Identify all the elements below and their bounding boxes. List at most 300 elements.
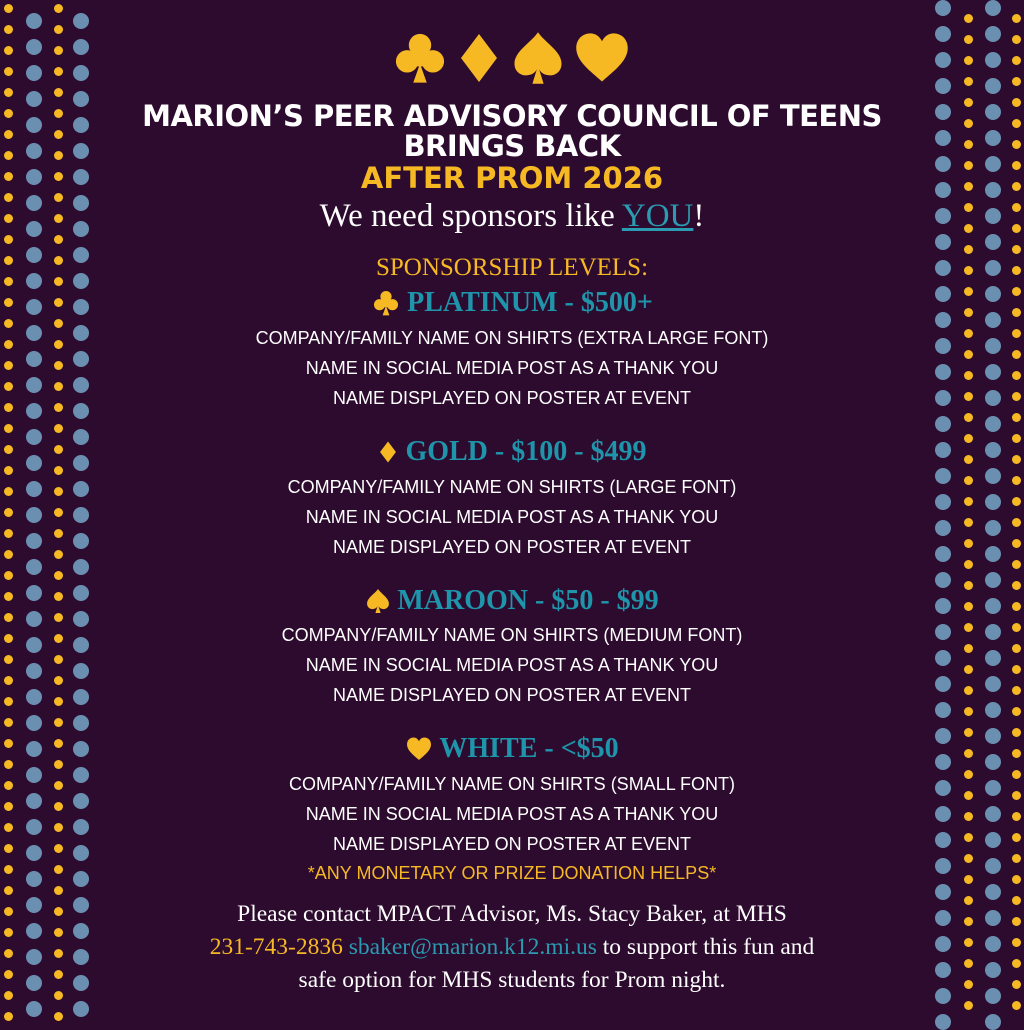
decorative-dot	[1012, 812, 1021, 821]
decorative-dot	[4, 991, 13, 1000]
decorative-dot	[73, 481, 89, 497]
decorative-dot	[4, 445, 13, 454]
decorative-dot	[73, 221, 89, 237]
decorative-dot	[54, 697, 63, 706]
decorative-dot	[935, 884, 951, 900]
decorative-dot	[935, 156, 951, 172]
decorative-dot	[964, 518, 973, 527]
tagline	[100, 196, 924, 236]
header-line-2: BRINGS BACK	[403, 129, 621, 163]
decorative-dot	[4, 193, 13, 202]
decorative-dot	[985, 156, 1001, 172]
decorative-dot	[964, 287, 973, 296]
decorative-dot	[26, 559, 42, 575]
decorative-dot	[1012, 833, 1021, 842]
decorative-dot	[935, 0, 951, 16]
decorative-dot	[1012, 980, 1021, 989]
decorative-dot	[985, 702, 1001, 718]
decorative-dot	[26, 767, 42, 783]
decorative-dot	[1012, 392, 1021, 401]
decorative-dot	[935, 52, 951, 68]
club-icon	[392, 30, 448, 86]
decorative-dot	[964, 770, 973, 779]
decorative-dot	[935, 468, 951, 484]
decorative-dot	[935, 494, 951, 510]
decorative-dot	[4, 424, 13, 433]
decorative-dot	[4, 130, 13, 139]
decorative-dot	[935, 520, 951, 536]
decorative-dot	[26, 923, 42, 939]
decorative-dot	[985, 988, 1001, 1004]
decorative-dot	[1012, 98, 1021, 107]
decorative-dot	[1012, 182, 1021, 191]
diamond-icon	[377, 437, 399, 467]
decorative-dot	[964, 917, 973, 926]
decorative-dot	[54, 172, 63, 181]
decorative-dot	[935, 78, 951, 94]
decorative-dot	[54, 46, 63, 55]
decorative-dot	[985, 520, 1001, 536]
decorative-dot	[26, 845, 42, 861]
decorative-dot	[964, 266, 973, 275]
decorative-dot	[985, 52, 1001, 68]
decorative-dot	[1012, 203, 1021, 212]
decorative-dot	[1012, 329, 1021, 338]
decorative-dot	[54, 382, 63, 391]
decorative-dot	[73, 897, 89, 913]
decorative-dot	[935, 104, 951, 120]
decorative-dot	[935, 780, 951, 796]
decorative-dot	[4, 1012, 13, 1021]
decorative-dot	[73, 299, 89, 315]
decorative-dot	[73, 507, 89, 523]
decorative-dot	[4, 802, 13, 811]
decorative-dot	[1012, 917, 1021, 926]
decorative-dot	[985, 832, 1001, 848]
decorative-dot	[54, 718, 63, 727]
decorative-dot	[54, 676, 63, 685]
decorative-dot	[26, 741, 42, 757]
benefit-item: NAME IN SOCIAL MEDIA POST AS A THANK YOU	[305, 507, 719, 527]
decorative-dot	[4, 172, 13, 181]
decorative-dot	[935, 676, 951, 692]
decorative-dot	[73, 91, 89, 107]
decorative-dot	[1012, 854, 1021, 863]
decorative-dot	[73, 845, 89, 861]
decorative-dot	[4, 256, 13, 265]
decorative-dot	[1012, 938, 1021, 947]
decorative-dot	[26, 195, 42, 211]
decorative-dot	[54, 214, 63, 223]
decorative-dot	[935, 910, 951, 926]
decorative-dot	[4, 382, 13, 391]
benefit-item: NAME DISPLAYED ON POSTER AT EVENT	[332, 834, 692, 854]
decorative-dot	[985, 338, 1001, 354]
decorative-dot	[26, 377, 42, 393]
decorative-dot	[54, 529, 63, 538]
tagline-text: We need sponsors like	[319, 198, 622, 234]
decorative-dot	[985, 780, 1001, 796]
decorative-dot	[4, 781, 13, 790]
decorative-dot	[26, 221, 42, 237]
decorative-dot	[54, 277, 63, 286]
decorative-dot	[4, 949, 13, 958]
decorative-dot	[26, 169, 42, 185]
decorative-dot	[1012, 770, 1021, 779]
decorative-dot	[964, 392, 973, 401]
decorative-dot	[964, 182, 973, 191]
decorative-dot	[26, 403, 42, 419]
sponsorship-levels-title: SPONSORSHIP LEVELS:	[375, 254, 649, 281]
decorative-dot	[985, 728, 1001, 744]
decorative-dot	[54, 361, 63, 370]
decorative-dot	[73, 689, 89, 705]
decorative-dot	[985, 26, 1001, 42]
tagline-you: YOU	[621, 198, 694, 234]
decorative-dot	[1012, 1001, 1021, 1010]
decorative-dot	[1012, 434, 1021, 443]
decorative-dot	[54, 907, 63, 916]
decorative-dot	[964, 833, 973, 842]
decorative-dot	[1012, 476, 1021, 485]
tagline-end: !	[693, 198, 705, 234]
decorative-dot	[73, 611, 89, 627]
level-title: MAROON - $50 - $99	[397, 585, 659, 616]
decorative-dot	[1012, 35, 1021, 44]
decorative-dot	[964, 224, 973, 233]
decorative-dot	[935, 754, 951, 770]
decorative-dot	[1012, 56, 1021, 65]
decorative-dot	[964, 245, 973, 254]
decorative-dot	[73, 533, 89, 549]
decorative-dot	[964, 539, 973, 548]
level-title: WHITE - <$50	[439, 733, 619, 764]
decorative-dot	[26, 949, 42, 965]
decorative-dot	[4, 403, 13, 412]
decorative-dot	[4, 823, 13, 832]
decorative-dot	[985, 286, 1001, 302]
decorative-dot	[4, 550, 13, 559]
decorative-dot	[935, 182, 951, 198]
decorative-dot	[1012, 266, 1021, 275]
decorative-dot	[935, 260, 951, 276]
decorative-dot	[4, 235, 13, 244]
decorative-dot	[4, 697, 13, 706]
spade-icon	[365, 587, 391, 615]
decorative-dot	[4, 928, 13, 937]
decorative-dot	[4, 508, 13, 517]
decorative-dot	[964, 980, 973, 989]
decorative-dot	[1012, 665, 1021, 674]
decorative-dot	[73, 949, 89, 965]
level-white-heading	[100, 732, 924, 766]
decorative-dot	[935, 546, 951, 562]
decorative-dot	[54, 844, 63, 853]
decorative-dot	[985, 572, 1001, 588]
header-line-1: MARION’S PEER ADVISORY COUNCIL OF TEENS	[142, 99, 882, 133]
benefit-item: COMPANY/FAMILY NAME ON SHIRTS (LARGE FONT)	[287, 477, 737, 497]
decorative-dot	[964, 560, 973, 569]
decorative-dot	[26, 1001, 42, 1017]
decorative-dot	[964, 455, 973, 464]
decorative-dot	[73, 39, 89, 55]
decorative-dot	[54, 130, 63, 139]
decorative-dot	[964, 959, 973, 968]
decorative-dot	[54, 886, 63, 895]
contact-line-3: safe option for MHS students for Prom night.	[298, 967, 726, 993]
decorative-dot	[4, 739, 13, 748]
decorative-dot	[985, 130, 1001, 146]
decorative-dot	[985, 260, 1001, 276]
decorative-dot	[964, 161, 973, 170]
contact-phone[interactable]: 231-743-2836	[209, 934, 343, 960]
decorative-dot	[935, 1014, 951, 1030]
decorative-dot	[26, 39, 42, 55]
benefit-item: COMPANY/FAMILY NAME ON SHIRTS (SMALL FONT)	[288, 774, 736, 794]
decorative-dot	[964, 308, 973, 317]
decorative-dot	[54, 865, 63, 874]
decorative-dot	[26, 299, 42, 315]
decorative-dot	[964, 623, 973, 632]
decorative-dot	[964, 476, 973, 485]
decorative-dot	[935, 936, 951, 952]
decorative-dot	[985, 650, 1001, 666]
decorative-dot	[26, 65, 42, 81]
decorative-dot	[54, 613, 63, 622]
decorative-dot	[73, 819, 89, 835]
decorative-dot	[964, 728, 973, 737]
decorative-dot	[1012, 119, 1021, 128]
decorative-dot	[964, 14, 973, 23]
decorative-dot	[4, 970, 13, 979]
decorative-dot	[54, 109, 63, 118]
decorative-dot	[964, 77, 973, 86]
decorative-dot	[964, 602, 973, 611]
flyer-content	[100, 0, 924, 1024]
decorative-dot	[54, 235, 63, 244]
decorative-dot	[26, 351, 42, 367]
decorative-dot	[1012, 413, 1021, 422]
decorative-dot	[964, 371, 973, 380]
decorative-dot	[26, 13, 42, 29]
decorative-dot	[73, 663, 89, 679]
decorative-dot	[4, 466, 13, 475]
decorative-dot	[1012, 560, 1021, 569]
decorative-dot	[935, 728, 951, 744]
decorative-dot	[964, 854, 973, 863]
decorative-dot	[4, 67, 13, 76]
decorative-dot	[4, 25, 13, 34]
decorative-dot	[985, 546, 1001, 562]
decorative-dot	[54, 928, 63, 937]
decorative-dot	[935, 962, 951, 978]
decorative-dot	[54, 193, 63, 202]
decorative-dot	[1012, 728, 1021, 737]
decorative-dot	[54, 445, 63, 454]
decorative-dot	[54, 487, 63, 496]
decorative-dot	[964, 140, 973, 149]
decorative-dot	[26, 715, 42, 731]
decorative-dot	[935, 988, 951, 1004]
decorative-dot	[935, 650, 951, 666]
decorative-dot	[964, 938, 973, 947]
decorative-dot	[985, 1014, 1001, 1030]
contact-block	[100, 898, 924, 997]
contact-line-1: Please contact MPACT Advisor, Ms. Stacy Baker, at MHS	[237, 901, 787, 927]
decorative-dot	[4, 340, 13, 349]
decorative-dot	[935, 624, 951, 640]
decorative-dot	[26, 793, 42, 809]
decorative-dot	[26, 585, 42, 601]
decorative-dot	[26, 611, 42, 627]
decorative-dot	[964, 203, 973, 212]
decorative-dot	[985, 624, 1001, 640]
decorative-dot	[4, 613, 13, 622]
decorative-dot	[4, 676, 13, 685]
level-title: PLATINUM - $500+	[407, 287, 653, 318]
diamond-icon	[454, 30, 504, 86]
decorative-dot	[1012, 497, 1021, 506]
decorative-dot	[26, 429, 42, 445]
decorative-dot	[54, 403, 63, 412]
decorative-dot	[985, 858, 1001, 874]
decorative-dot	[985, 468, 1001, 484]
decorative-dot	[26, 91, 42, 107]
benefit-item: NAME IN SOCIAL MEDIA POST AS A THANK YOU	[305, 655, 719, 675]
decorative-dot	[4, 4, 13, 13]
decorative-dot	[4, 907, 13, 916]
decorative-dot	[985, 312, 1001, 328]
decorative-dot	[26, 663, 42, 679]
decorative-dot	[73, 767, 89, 783]
decorative-dot	[73, 923, 89, 939]
decorative-dot	[935, 858, 951, 874]
decorative-dot	[935, 338, 951, 354]
decorative-dot	[1012, 686, 1021, 695]
decorative-dot	[985, 416, 1001, 432]
decorative-dot	[964, 119, 973, 128]
decorative-dot	[54, 739, 63, 748]
decorative-dot	[964, 35, 973, 44]
level-maroon-heading	[100, 584, 924, 618]
decorative-dot	[73, 975, 89, 991]
decorative-dot	[1012, 161, 1021, 170]
decorative-dot	[1012, 644, 1021, 653]
suit-icons-row	[100, 30, 924, 86]
decorative-dot	[54, 4, 63, 13]
decorative-dot	[1012, 287, 1021, 296]
decorative-dot	[1012, 224, 1021, 233]
decorative-dot	[54, 508, 63, 517]
decorative-dot	[4, 214, 13, 223]
decorative-dot	[964, 644, 973, 653]
decorative-dot	[54, 550, 63, 559]
decorative-dot	[4, 88, 13, 97]
decorative-dot	[26, 117, 42, 133]
decorative-dot	[985, 598, 1001, 614]
decorative-dot	[26, 819, 42, 835]
decorative-dot	[935, 130, 951, 146]
decorative-dot	[935, 416, 951, 432]
decorative-dot	[4, 109, 13, 118]
decorative-dot	[54, 25, 63, 34]
decorative-dot	[73, 273, 89, 289]
decorative-dot	[964, 329, 973, 338]
decorative-dot	[964, 665, 973, 674]
decorative-dot	[1012, 308, 1021, 317]
decorative-dot	[26, 897, 42, 913]
decorative-dot	[935, 832, 951, 848]
decorative-dot	[935, 806, 951, 822]
decorative-dot	[73, 793, 89, 809]
level-gold-heading	[100, 435, 924, 469]
decorative-dot	[1012, 791, 1021, 800]
contact-email[interactable]: sbaker@marion.k12.mi.us	[348, 934, 597, 960]
decorative-dot	[26, 533, 42, 549]
decorative-dot	[964, 749, 973, 758]
decorative-dot	[26, 507, 42, 523]
decorative-dot	[964, 350, 973, 359]
decorative-dot	[935, 234, 951, 250]
decorative-dot	[4, 844, 13, 853]
club-icon	[371, 289, 401, 317]
decorative-dot	[935, 26, 951, 42]
decorative-dot	[985, 104, 1001, 120]
decorative-dot	[26, 273, 42, 289]
decorative-dot	[54, 340, 63, 349]
decorative-dot	[4, 529, 13, 538]
decorative-dot	[1012, 539, 1021, 548]
decorative-dot	[54, 298, 63, 307]
decorative-dot	[964, 497, 973, 506]
decorative-dot	[964, 686, 973, 695]
decorative-dot	[54, 655, 63, 664]
decorative-dot	[26, 637, 42, 653]
decorative-dot	[1012, 602, 1021, 611]
decorative-dot	[54, 67, 63, 76]
decorative-dot	[54, 634, 63, 643]
level-title: GOLD - $100 - $499	[405, 436, 647, 467]
decorative-dot	[1012, 371, 1021, 380]
decorative-dot	[985, 208, 1001, 224]
decorative-dot	[4, 655, 13, 664]
decorative-dot	[54, 760, 63, 769]
decorative-dot	[54, 571, 63, 580]
decorative-dot	[54, 151, 63, 160]
decorative-dot	[985, 390, 1001, 406]
decorative-dot	[73, 1001, 89, 1017]
decorative-dot	[935, 390, 951, 406]
decorative-dot	[73, 13, 89, 29]
decorative-dot	[26, 689, 42, 705]
decorative-dot	[73, 741, 89, 757]
right-dot-border	[0, 0, 1, 1024]
decorative-dot	[985, 364, 1001, 380]
decorative-dot	[4, 487, 13, 496]
benefit-item: NAME DISPLAYED ON POSTER AT EVENT	[332, 685, 692, 705]
decorative-dot	[935, 208, 951, 224]
decorative-dot	[964, 98, 973, 107]
decorative-dot	[935, 286, 951, 302]
decorative-dot	[54, 88, 63, 97]
decorative-dot	[1012, 749, 1021, 758]
donation-note: *ANY MONETARY OR PRIZE DONATION HELPS*	[307, 863, 717, 883]
decorative-dot	[73, 195, 89, 211]
benefit-item: NAME DISPLAYED ON POSTER AT EVENT	[332, 388, 692, 408]
decorative-dot	[964, 707, 973, 716]
decorative-dot	[1012, 875, 1021, 884]
decorative-dot	[73, 403, 89, 419]
